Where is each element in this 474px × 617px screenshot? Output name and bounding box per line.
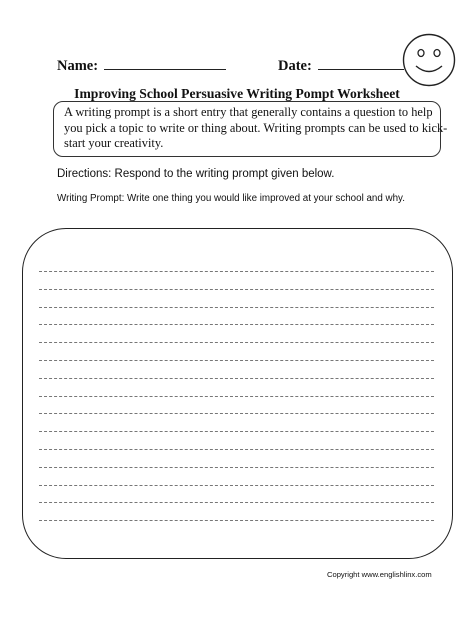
date-field [278,57,404,75]
writing-line[interactable] [39,324,434,325]
writing-line[interactable] [39,413,434,414]
writing-line[interactable] [39,360,434,361]
writing-line[interactable] [39,271,434,272]
writing-line[interactable] [39,307,434,308]
directions-text: Directions: Respond to the writing prompt given below. [57,168,335,180]
writing-line[interactable] [39,378,434,379]
writing-line[interactable] [39,396,434,397]
writing-line[interactable] [39,289,434,290]
name-label: Name: [57,58,99,74]
date-label: Date: [278,58,312,74]
writing-line[interactable] [39,431,434,432]
smiley-face-icon [402,33,456,87]
intro-line: start your creativity. [64,136,164,151]
writing-line[interactable] [39,467,434,468]
intro-line: A writing prompt is a short entry that generally contains a question to help [64,105,433,119]
intro-line: you pick a topic to write or thing about. Writing prompts can be used to kick- [64,120,448,135]
writing-line[interactable] [39,485,434,486]
writing-prompt-text: Writing Prompt: Write one thing you would like improved at your school and why. [57,193,405,204]
writing-line[interactable] [39,502,434,503]
writing-line[interactable] [39,342,434,343]
writing-line[interactable] [39,520,434,521]
intro-box [53,101,448,157]
writing-area-box[interactable] [22,228,453,559]
copyright-text: Copyright www.englishlinx.com [327,570,432,579]
name-blank-line[interactable] [104,57,226,70]
date-blank-line[interactable] [318,57,404,70]
worksheet-title: Improving School Persuasive Writing Pompt Worksheet [74,86,400,101]
name-field [57,57,226,75]
writing-line[interactable] [39,449,434,450]
